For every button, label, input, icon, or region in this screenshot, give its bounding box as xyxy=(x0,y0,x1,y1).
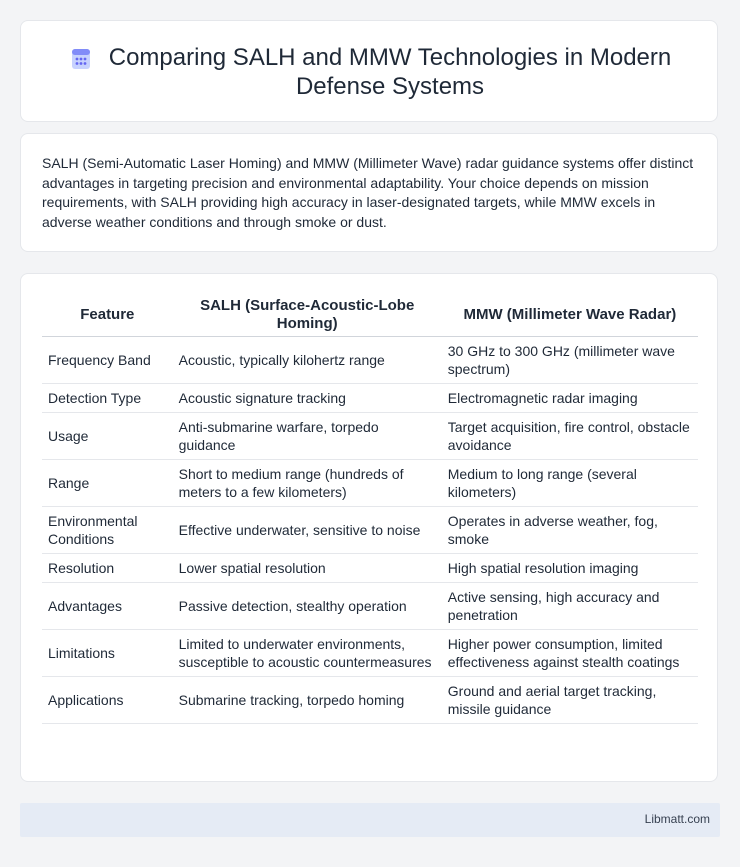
salh-cell: Acoustic signature tracking xyxy=(173,384,442,413)
comparison-table-card xyxy=(20,273,718,782)
intro-paragraph: SALH (Semi-Automatic Laser Homing) and MMW (Millimeter Wave) radar guidance systems offer distinct advantages in targeting precision and environmental adaptability. Your choice depends on mission requirements, with SALH providing high accuracy in laser-designated targets, while MMW excels in adverse weather conditions and through smoke or dust. xyxy=(42,155,694,230)
header-card xyxy=(20,20,718,122)
feature-cell: Frequency Band xyxy=(42,337,173,384)
salh-cell: Passive detection, stealthy operation xyxy=(173,583,442,630)
salh-cell: Lower spatial resolution xyxy=(173,554,442,583)
feature-cell: Usage xyxy=(42,413,173,460)
mmw-cell: Electromagnetic radar imaging xyxy=(442,384,698,413)
salh-cell: Acoustic, typically kilohertz range xyxy=(173,337,442,384)
table-row xyxy=(42,413,698,460)
feature-cell: Range xyxy=(42,460,173,507)
footer-site-link[interactable]: Libmatt.com xyxy=(644,812,710,826)
table-row xyxy=(42,554,698,583)
table-row xyxy=(42,460,698,507)
header-salh: SALH (Surface-Acoustic-Lobe Homing) xyxy=(173,294,442,337)
salh-cell: Effective underwater, sensitive to noise xyxy=(173,507,442,554)
feature-cell: Limitations xyxy=(42,630,173,677)
mmw-cell: Active sensing, high accuracy and penetration xyxy=(442,583,698,630)
feature-cell: Resolution xyxy=(42,554,173,583)
salh-cell: Anti-submarine warfare, torpedo guidance xyxy=(173,413,442,460)
mmw-cell: Target acquisition, fire control, obstacle avoidance xyxy=(442,413,698,460)
salh-cell: Submarine tracking, torpedo homing xyxy=(173,677,442,724)
table-row xyxy=(42,384,698,413)
mmw-cell: Operates in adverse weather, fog, smoke xyxy=(442,507,698,554)
feature-cell: Environmental Conditions xyxy=(42,507,173,554)
feature-cell: Advantages xyxy=(42,583,173,630)
mmw-cell: 30 GHz to 300 GHz (millimeter wave spectrum) xyxy=(442,337,698,384)
header-mmw: MMW (Millimeter Wave Radar) xyxy=(442,294,698,337)
table-row xyxy=(42,677,698,724)
page-title xyxy=(21,43,717,101)
table-row xyxy=(42,583,698,630)
salh-cell: Limited to underwater environments, susceptible to acoustic countermeasures xyxy=(173,630,442,677)
feature-cell: Detection Type xyxy=(42,384,173,413)
mmw-cell: Higher power consumption, limited effectiveness against stealth coatings xyxy=(442,630,698,677)
page-title-text: Comparing SALH and MMW Technologies in Modern Defense Systems xyxy=(108,44,672,100)
mmw-cell: Ground and aerial target tracking, missile guidance xyxy=(442,677,698,724)
footer-bar xyxy=(20,803,720,837)
feature-cell: Applications xyxy=(42,677,173,724)
table-row xyxy=(42,337,698,384)
table-row xyxy=(42,507,698,554)
mmw-cell: Medium to long range (several kilometers) xyxy=(442,460,698,507)
intro-card xyxy=(20,133,718,252)
mmw-cell: High spatial resolution imaging xyxy=(442,554,698,583)
table-header-row xyxy=(42,294,698,337)
comparison-table xyxy=(42,294,698,724)
table-row xyxy=(42,630,698,677)
header-feature: Feature xyxy=(42,294,173,337)
salh-cell: Short to medium range (hundreds of meters to a few kilometers) xyxy=(173,460,442,507)
